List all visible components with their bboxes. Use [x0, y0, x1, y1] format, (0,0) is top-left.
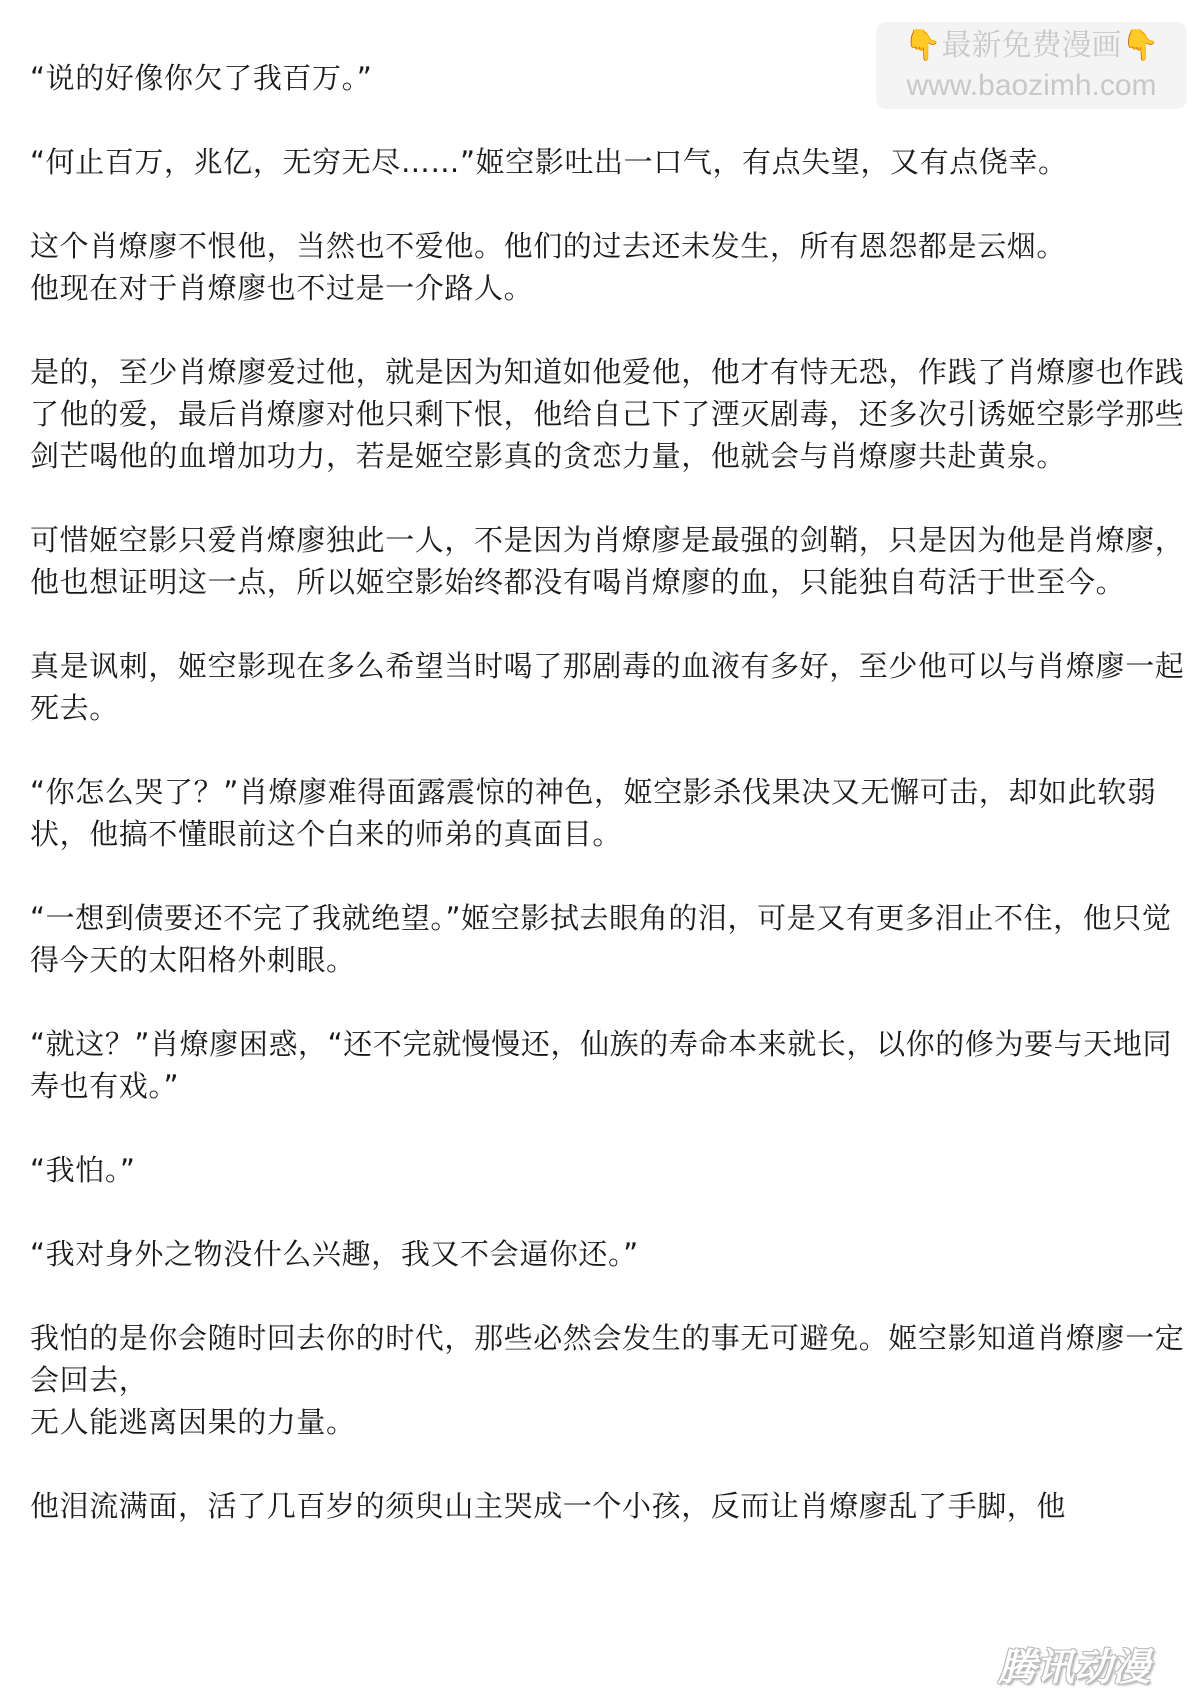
paragraph: “你怎么哭了？”肖燎廖难得面露震惊的神色，姬空影杀伐果决又无懈可击，却如此软弱状，他搞不懂眼前这个白来的师弟的真面目。	[30, 775, 1157, 851]
watermark-url: www.baozimh.com	[906, 69, 1157, 102]
paragraph: “我怕。”	[30, 1153, 136, 1187]
paragraph: 这个肖燎廖不恨他，当然也不爱他。他们的过去还未发生，所有恩怨都是云烟。 他现在对于肖燎廖也不过是一介路人。	[30, 229, 1067, 305]
paragraph: “说的好像你欠了我百万。”	[30, 61, 373, 95]
paragraph: 真是讽刺，姬空影现在多么希望当时喝了那剧毒的血液有多好，至少他可以与肖燎廖一起死去。	[30, 649, 1185, 725]
paragraph: “一想到债要还不完了我就绝望。”姬空影拭去眼角的泪，可是又有更多泪止不住，他只觉得今天的太阳格外刺眼。	[30, 901, 1172, 977]
watermark-title: 👇最新免费漫画👇	[904, 28, 1159, 63]
paragraph: 是的，至少肖燎廖爱过他，就是因为知道如他爱他，他才有恃无恐，作践了肖燎廖也作践了他的爱，最后肖燎廖对他只剩下恨，他给自己下了湮灭剧毒，还多次引诱姬空影学那些剑芒喝他的血增加功力，若是姬空影真的贪恋力量，他就会与肖燎廖共赴黄泉。	[30, 355, 1185, 473]
paragraph: 我怕的是你会随时回去你的时代，那些必然会发生的事无可避免。姬空影知道肖燎廖一定会回去， 无人能逃离因果的力量。	[30, 1321, 1185, 1439]
paragraph: “就这？”肖燎廖困惑，“还不完就慢慢还，仙族的寿命本来就长，以你的修为要与天地同寿也有戏。”	[30, 1027, 1173, 1103]
paragraph: 他泪流满面，活了几百岁的须臾山主哭成一个小孩，反而让肖燎廖乱了手脚，他	[30, 1489, 1067, 1523]
paragraph: 可惜姬空影只爱肖燎廖独此一人，不是因为肖燎廖是最强的剑鞘，只是因为他是肖燎廖，他也想证明这一点，所以姬空影始终都没有喝肖燎廖的血，只能独自苟活于世至今。	[30, 523, 1185, 599]
pointing-down-hand-icon: 👇	[904, 28, 942, 63]
paragraph: “何止百万，兆亿，无穷无尽……”姬空影吐出一口气，有点失望，又有点侥幸。	[30, 145, 1068, 179]
pointing-down-hand-icon: 👇	[1121, 28, 1159, 63]
paragraph: “我对身外之物没什么兴趣，我又不会逼你还。”	[30, 1237, 639, 1271]
tencent-comics-logo: 腾讯动漫	[998, 1645, 1151, 1689]
article-body	[30, 57, 1190, 1569]
